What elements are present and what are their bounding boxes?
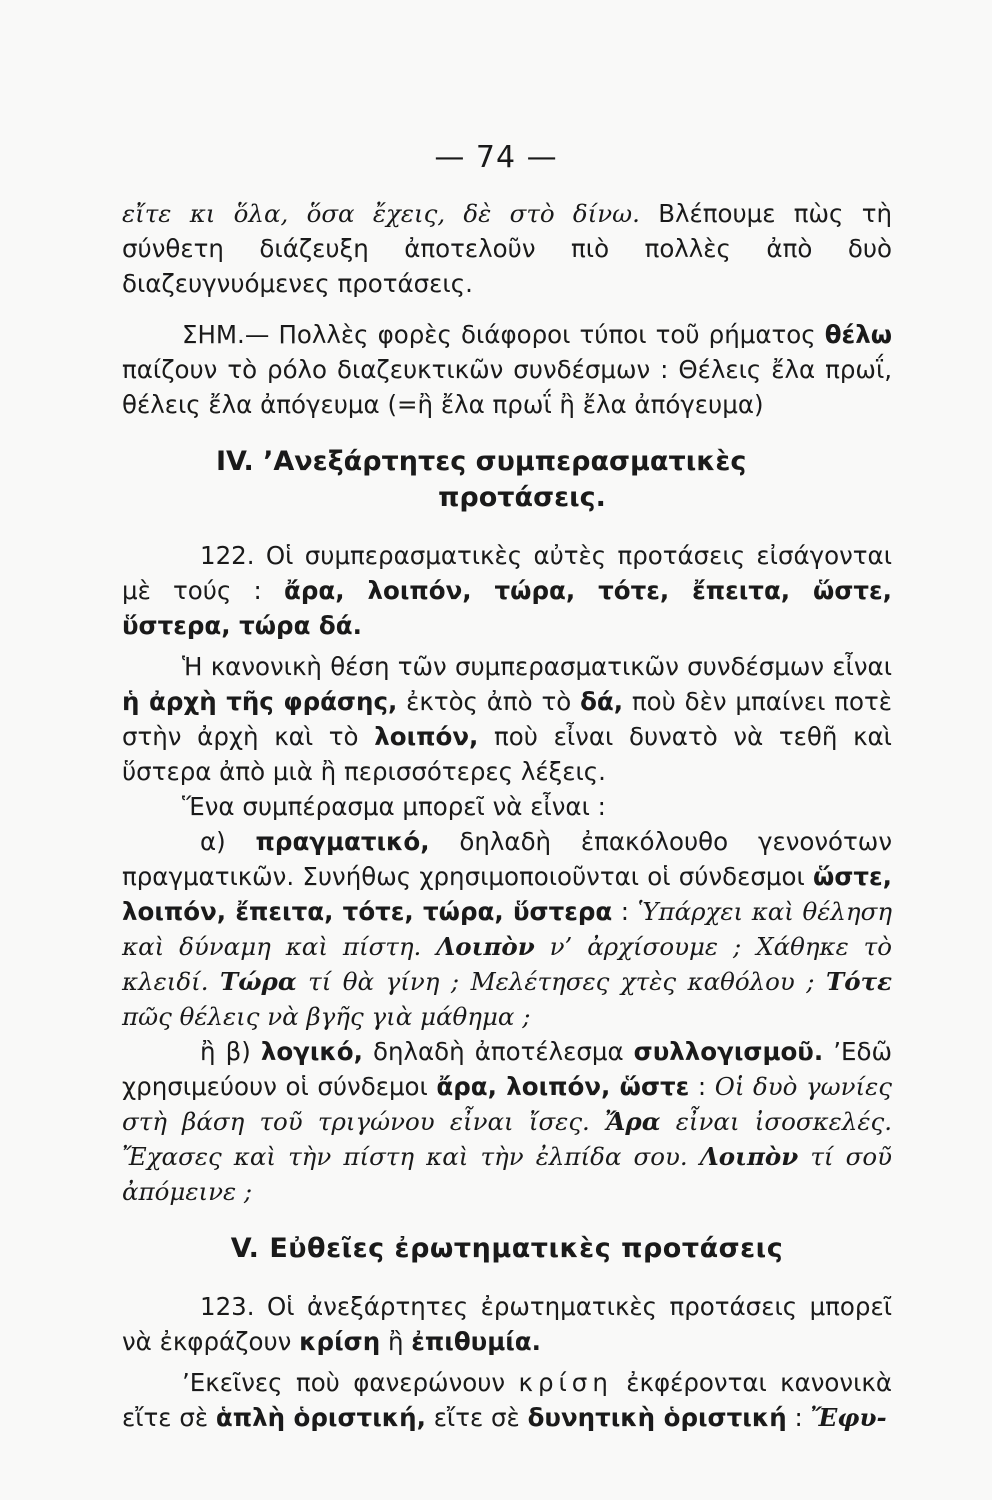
- bold-terms: ἄρα, λοιπόν, ὥστε: [436, 1072, 690, 1101]
- text: Βλέπουμε πὼς τὴ σύνθετη διάζευξη ἀποτελοῦν πιὸ πολλὲς ἀπὸ δυὸ διαζευγνυόμενες προτάσεις.: [122, 199, 892, 298]
- paragraph-disjunction-end: [122, 196, 892, 301]
- italic-example: εἴτε κι ὅλα, ὅσα ἔχεις, δὲ στὸ δίνω.: [122, 199, 640, 228]
- paragraph-position: [122, 649, 892, 789]
- text: δηλαδὴ ἀποτέλεσμα: [362, 1037, 634, 1066]
- text: ’Εδῶ χρησιμεύουν οἱ σύνδεμοι: [122, 1037, 892, 1101]
- text: ἐκτὸς ἀπὸ τὸ: [397, 687, 581, 716]
- paragraph-123: [122, 1289, 892, 1359]
- paragraph-judgement: [122, 1365, 892, 1435]
- text: 123. Οἱ ἀνεξάρτητες ἐρωτηματικὲς προτάσεις μπορεῖ νὰ ἐκφράζουν: [122, 1292, 892, 1356]
- text: :: [689, 1072, 715, 1101]
- bold-terms: ὥστε, λοιπόν, ἔπειτα, τότε, τώρα, ὕστερα: [122, 862, 892, 926]
- page-body: [122, 196, 892, 1435]
- text: εἴτε σὲ: [425, 1403, 528, 1432]
- bold-italic-term: Ἄρα: [605, 1107, 661, 1136]
- bold-term: λοιπόν,: [374, 722, 479, 751]
- section-heading-v: V. Εὐθεῖες ἐρωτηματικὲς προτάσεις: [230, 1233, 784, 1264]
- italic-example: ν’ ἀρχίσουμε ; Χάθηκε τὸ κλειδί.: [122, 932, 892, 996]
- bold-term: θέλω: [824, 320, 892, 349]
- bold-italic-term: Λοιπὸν: [436, 932, 535, 961]
- italic-example: Οἱ δυὸ γωνίες στὴ βάση τοῦ τριγώνου εἶναι ἴσες.: [122, 1072, 892, 1136]
- text: α): [200, 827, 256, 856]
- italic-example: πῶς θέλεις νὰ βγῆς γιὰ μάθημα ;: [122, 1002, 531, 1031]
- text: ἐκφέρονται κανονικὰ εἴτε σὲ: [122, 1368, 892, 1432]
- text: Ἡ κανονικὴ θέση τῶν συμπερασματικῶν συνδέσμων εἶναι: [182, 652, 892, 681]
- text: παίζουν τὸ ρόλο διαζευκτικῶν συνδέσμων : Θέλεις ἔλα πρωΐ, θέλεις ἔλα ἀπόγευμα (=ἢ ἔλα πρωΐ ἢ ἔλα ἀπόγευμα): [122, 355, 892, 419]
- italic-example: τί σοῦ ἀπόμεινε ;: [122, 1142, 892, 1206]
- text: 122. Οἱ συμπερασματικὲς αὐτὲς προτάσεις εἰσάγονται μὲ τούς :: [122, 541, 892, 605]
- page-number: — 74 —: [434, 140, 558, 175]
- bold-term: ἐπιθυμία.: [411, 1327, 541, 1356]
- italic-example: τί θὰ γίνη ; Μελέτησες χτὲς καθόλου ;: [296, 967, 827, 996]
- bold-term: πραγματικό,: [255, 827, 430, 856]
- italic-example: εἶναι ἰσοσκελές. Ἔχασες καὶ τὴν πίστη καὶ τὴν ἐλπίδα σου.: [122, 1107, 893, 1171]
- text: ποὺ δὲν μπαίνει ποτὲ στὴν ἀρχὴ καὶ τὸ: [122, 687, 892, 751]
- bold-italic-term: Λοιπὸν: [699, 1142, 799, 1171]
- text: δηλαδὴ ἐπακόλουθο γενονότων πραγματικῶν. Συνήθως χρησιμοποιοῦνται οἱ σύνδεσμοι: [122, 827, 893, 891]
- text: :: [786, 1403, 811, 1432]
- paragraph-a-real: [122, 824, 892, 1034]
- italic-example: Ὑπάρχει καὶ θέληση καὶ δύναμη καὶ πίστη.: [122, 897, 892, 961]
- text: ποὺ εἶναι δυνατὸ νὰ τεθῆ καὶ ὕστερα ἀπὸ μιὰ ἢ περισσότερες λέξεις.: [122, 722, 892, 786]
- bold-italic-term: Ἔφυ-: [810, 1403, 887, 1432]
- text: :: [612, 897, 638, 926]
- paragraph-b-logical: [122, 1034, 892, 1209]
- bold-term: ἁπλὴ ὁριστική,: [215, 1403, 426, 1432]
- bold-term: ἡ ἀρχὴ τῆς φράσης,: [122, 687, 398, 716]
- bold-term: δυνητικὴ ὁριστική: [527, 1403, 787, 1432]
- bold-term: λογικό,: [260, 1037, 363, 1066]
- bold-term: συλλογισμοῦ.: [633, 1037, 824, 1066]
- bold-term: δά,: [580, 687, 624, 716]
- paragraph-conclusion-intro: Ἕνα συμπέρασμα μπορεῖ νὰ εἶναι :: [182, 792, 606, 821]
- text: ἢ: [380, 1327, 412, 1356]
- text: ἢ β): [200, 1037, 261, 1066]
- note-paragraph: [122, 317, 892, 422]
- section-heading-iv: IV. ’Ανεξάρτητες συμπερασματικὲς: [216, 446, 747, 477]
- bold-term: κρίση: [299, 1327, 381, 1356]
- text: ’Εκεῖνες ποὺ φανερώνουν: [182, 1368, 519, 1397]
- bold-terms: ἄρα, λοιπόν, τώρα, τότε, ἔπειτα, ὥστε, ὕστερα, τώρα δά.: [122, 576, 892, 640]
- bold-italic-term: Τώρα: [219, 967, 297, 996]
- paragraph-122: [122, 538, 892, 643]
- bold-italic-term: Τότε: [826, 967, 892, 996]
- spaced-term: κρίση: [518, 1368, 613, 1397]
- section-heading-iv-continued: προτάσεις.: [438, 482, 606, 513]
- text: ΣΗΜ.— Πολλὲς φορὲς διάφοροι τύποι τοῦ ρήματος: [182, 320, 825, 349]
